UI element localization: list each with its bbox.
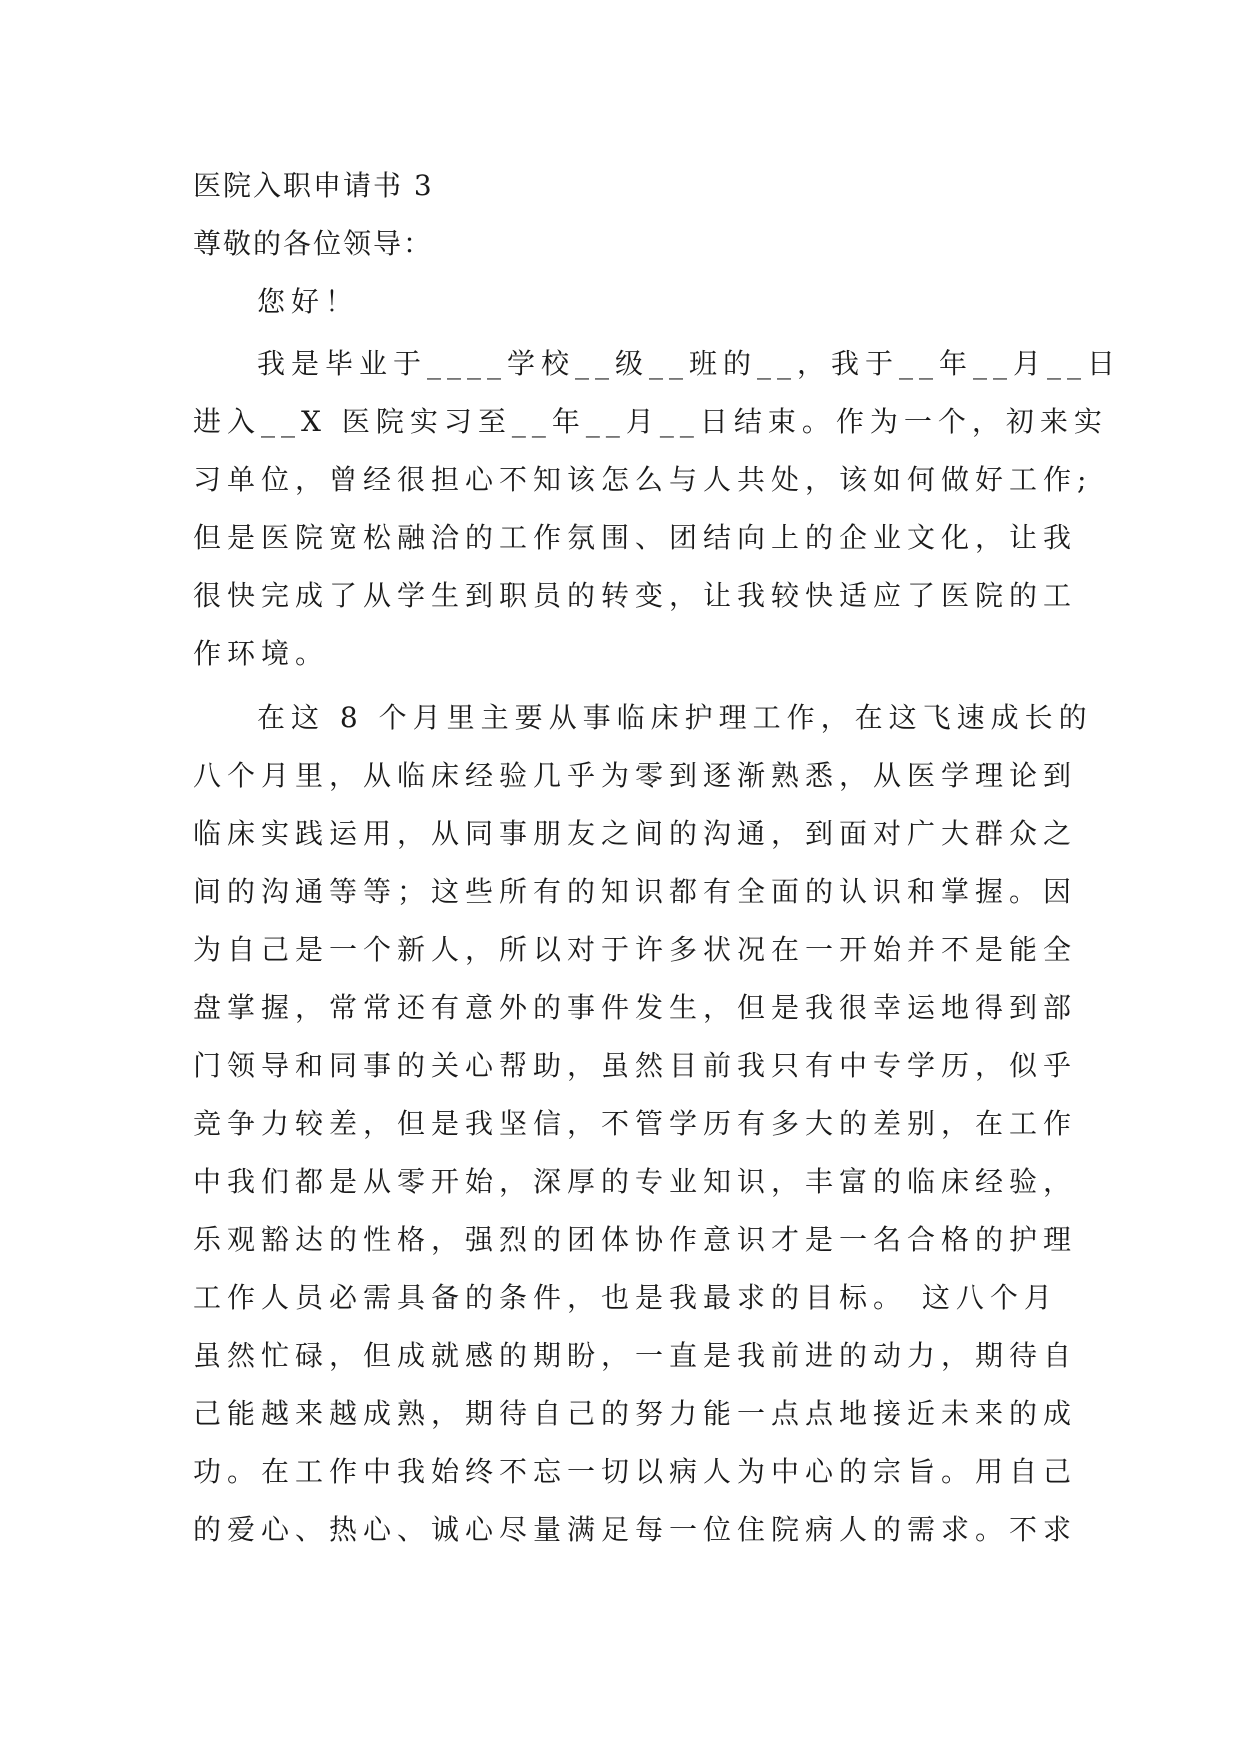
body-line: 功。在工作中我始终不忘一切以病人为中心的宗旨。用自己 xyxy=(193,1455,1078,1488)
body-line: 我是毕业于____学校__级__班的__，我于__年__月__日 xyxy=(257,347,1122,380)
body-line: 但是医院宽松融洽的工作氛围、团结向上的企业文化，让我 xyxy=(193,521,1078,554)
body-line: 乐观豁达的性格，强烈的团体协作意识才是一名合格的护理 xyxy=(193,1223,1078,1256)
body-line: 己能越来越成熟，期待自己的努力能一点点地接近未来的成 xyxy=(193,1397,1078,1430)
document-title: 医院入职申请书 3 xyxy=(193,169,434,202)
body-line: 中我们都是从零开始，深厚的专业知识，丰富的临床经验， xyxy=(193,1165,1078,1198)
body-line: 门领导和同事的关心帮助，虽然目前我只有中专学历，似乎 xyxy=(193,1049,1078,1082)
body-line: 虽然忙碌，但成就感的期盼，一直是我前进的动力，期待自 xyxy=(193,1339,1078,1372)
body-line: 习单位，曾经很担心不知该怎么与人共处，该如何做好工作; xyxy=(193,463,1093,496)
body-line: 间的沟通等等；这些所有的知识都有全面的认识和掌握。因 xyxy=(193,875,1078,908)
body-line: 盘掌握，常常还有意外的事件发生，但是我很幸运地得到部 xyxy=(193,991,1078,1024)
body-line: 临床实践运用，从同事朋友之间的沟通，到面对广大群众之 xyxy=(193,817,1078,850)
body-line: 工作人员必需具备的条件，也是我最求的目标。 这八个月 xyxy=(193,1281,1058,1314)
body-line: 进入__X 医院实习至__年__月__日结束。作为一个，初来实 xyxy=(193,405,1108,438)
body-line: 竞争力较差，但是我坚信，不管学历有多大的差别，在工作 xyxy=(193,1107,1078,1140)
body-line: 很快完成了从学生到职员的转变，让我较快适应了医院的工 xyxy=(193,579,1078,612)
greeting: 您好！ xyxy=(257,285,360,318)
body-line: 为自己是一个新人，所以对于许多状况在一开始并不是能全 xyxy=(193,933,1078,966)
body-line: 的爱心、热心、诚心尽量满足每一位住院病人的需求。不求 xyxy=(193,1513,1078,1546)
body-line: 作环境。 xyxy=(193,637,330,670)
salutation: 尊敬的各位领导： xyxy=(193,227,434,260)
body-line: 八个月里，从临床经验几乎为零到逐渐熟悉，从医学理论到 xyxy=(193,759,1078,792)
body-line: 在这 8 个月里主要从事临床护理工作，在这飞速成长的 xyxy=(257,701,1093,734)
